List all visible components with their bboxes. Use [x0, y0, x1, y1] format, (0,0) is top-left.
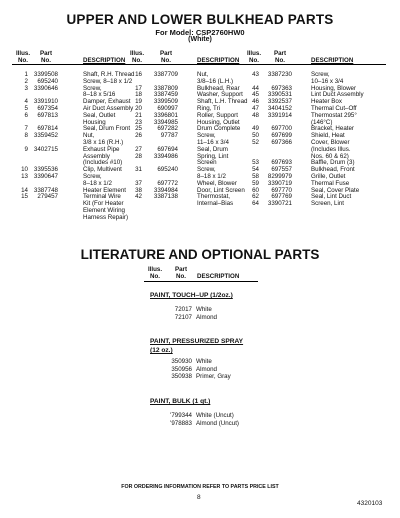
- divider: [144, 281, 258, 282]
- part-number: 3359452: [33, 132, 58, 140]
- part-description: Heater Element: [83, 186, 126, 194]
- illus-number: 14: [21, 186, 28, 194]
- illus-number: 42: [135, 193, 142, 201]
- part-number: 3391914: [267, 111, 292, 119]
- illus-number: 16: [135, 71, 142, 78]
- header-illus-label: Illus.: [15, 50, 31, 57]
- header-description: DESCRIPTION: [197, 57, 240, 64]
- part-description: 10–16 x 3/4: [311, 77, 344, 85]
- illus-number: 43: [252, 71, 259, 78]
- lit-header-illus-no: No.: [150, 273, 160, 280]
- part-description: Lint Duct Assembly: [311, 91, 364, 99]
- illus-number: 5: [24, 105, 28, 112]
- part-description: Wheel, Blower: [197, 179, 237, 187]
- illus-number: 64: [252, 200, 259, 208]
- part-number: 3392537: [267, 98, 292, 106]
- part-description: Screen, Lint: [311, 200, 345, 208]
- part-number: 697363: [271, 84, 292, 92]
- illus-number: 48: [252, 111, 259, 119]
- illus-number: 8: [24, 132, 28, 140]
- part-number: 3391910: [33, 98, 58, 106]
- part-number: 3387138: [153, 193, 178, 201]
- part-description: Thermostat,: [197, 193, 231, 201]
- part-number: 3387230: [267, 71, 292, 78]
- header-illus-label: Illus.: [129, 50, 145, 57]
- lit-header-part-no: No.: [176, 273, 186, 280]
- part-number: 697700: [271, 125, 292, 133]
- part-description: Seal, Drum: [197, 145, 228, 153]
- illus-number: 20: [135, 105, 142, 112]
- part-number: 690997: [157, 105, 178, 112]
- illus-number: 1: [24, 71, 28, 78]
- header-illus-no: No.: [132, 57, 142, 64]
- divider: [243, 64, 386, 65]
- part-description: Damper, Exhaust: [83, 98, 131, 106]
- part-description: Almond: [196, 365, 217, 373]
- part-description: Shield, Heat: [311, 132, 345, 140]
- part-description: Heater Box: [311, 98, 342, 106]
- part-description: (Includes #10): [83, 159, 123, 167]
- part-description: Seal, Drum Front: [83, 125, 131, 133]
- part-description: Element Wiring: [83, 207, 125, 214]
- part-description: 3/8–16 (L.H.): [197, 77, 234, 85]
- part-number: 8299979: [267, 173, 292, 180]
- illus-number: 26: [135, 132, 142, 140]
- part-number: 3394984: [153, 186, 178, 194]
- part-number: 97787: [160, 132, 178, 140]
- part-description: Thermal Cut–Off: [311, 105, 357, 112]
- illus-number: 44: [252, 84, 259, 92]
- illus-number: 37: [135, 179, 142, 187]
- illus-number: 58: [252, 173, 259, 180]
- part-description: Seal, Outlet: [83, 111, 116, 119]
- part-number: 72107: [174, 313, 192, 321]
- illus-number: 27: [135, 145, 142, 153]
- part-description: (Includes Illus.: [311, 145, 351, 153]
- illus-number: 38: [135, 186, 142, 194]
- literature-title: LITERATURE AND OPTIONAL PARTS: [80, 247, 320, 262]
- part-description: Kit (For Heater: [83, 200, 124, 208]
- part-number: '978883: [170, 419, 192, 427]
- part-number: 695240: [37, 77, 58, 85]
- illus-number: 62: [252, 193, 259, 201]
- part-number: 3394985: [153, 118, 178, 126]
- part-description: White: [196, 306, 212, 313]
- part-description: Almond: [196, 313, 217, 321]
- section-heading: (12 oz.): [150, 347, 173, 355]
- header-part-label: Part: [159, 50, 173, 57]
- part-description: Thermal Fuse: [311, 179, 350, 187]
- part-description: Door, Lint Screen: [197, 186, 245, 194]
- part-number: 3387709: [153, 71, 178, 78]
- lit-header-illus-label: Illus.: [147, 266, 163, 273]
- lit-header-part-label: Part: [174, 266, 188, 273]
- part-number: 3404152: [267, 105, 292, 112]
- part-description: Nut,: [83, 132, 95, 140]
- part-description: Cover, Blower: [311, 139, 350, 146]
- part-description: Exhaust Pipe: [83, 145, 120, 153]
- lit-header-description: DESCRIPTION: [197, 273, 240, 280]
- part-description: Nos. 60 & 62): [311, 152, 349, 160]
- part-description: Terminal Wire: [83, 193, 121, 201]
- part-description: Washer, Support: [197, 91, 243, 99]
- divider: [12, 64, 137, 65]
- part-number: 3387809: [153, 84, 178, 92]
- divider: [126, 64, 253, 65]
- part-description: Ring, Tri: [197, 105, 221, 112]
- part-number: 697770: [271, 186, 292, 194]
- section-heading: PAINT, BULK (1 qt.): [150, 398, 211, 405]
- header-description: DESCRIPTION: [311, 57, 354, 64]
- part-number: 697693: [271, 159, 292, 167]
- part-description: Almond (Uncut): [196, 419, 239, 427]
- part-description: Thermostat 295°: [311, 111, 357, 119]
- part-description: Bulkhead, Rear: [197, 84, 240, 92]
- part-number: 3396801: [153, 111, 178, 119]
- illus-number: 53: [252, 159, 259, 167]
- part-number: 697814: [37, 125, 58, 133]
- part-description: Spring, Lint: [197, 152, 229, 160]
- part-description: Nut,: [197, 71, 209, 78]
- header-description: DESCRIPTION: [83, 57, 126, 64]
- illus-number: 7: [24, 125, 28, 133]
- part-number: 3387459: [153, 91, 178, 99]
- part-description: Internal–Bias: [197, 200, 234, 208]
- illus-number: 31: [135, 166, 142, 174]
- part-number: 3394986: [153, 152, 178, 160]
- header-illus-no: No.: [18, 57, 28, 64]
- part-number: 3387748: [33, 186, 58, 194]
- part-description: Air Duct Assembly: [83, 105, 134, 112]
- illus-number: 21: [135, 111, 142, 119]
- illus-number: 52: [252, 139, 259, 146]
- part-description: Assembly: [83, 152, 110, 160]
- part-number: 3390646: [33, 84, 58, 92]
- header-illus-label: Illus.: [246, 50, 262, 57]
- part-number: 697366: [271, 139, 292, 146]
- part-number: 3390721: [267, 200, 292, 208]
- part-description: Roller, Support: [197, 111, 238, 119]
- illus-number: 19: [135, 98, 142, 106]
- part-number: '799344: [170, 412, 192, 419]
- header-illus-no: No.: [249, 57, 259, 64]
- part-description: Seal, Cover Plate: [311, 186, 360, 194]
- part-number: 3390719: [267, 179, 292, 187]
- illus-number: 54: [252, 166, 259, 174]
- part-number: 697769: [271, 193, 292, 201]
- part-description: Screw, 8–18 x 1/2: [83, 77, 133, 85]
- illus-number: 9: [24, 145, 28, 153]
- part-description: Housing, Blower: [311, 84, 357, 92]
- part-number: 350938: [171, 373, 192, 381]
- illus-number: 46: [252, 98, 259, 106]
- part-description: 8–18 x 5/16: [83, 91, 116, 99]
- color-line: (White): [188, 36, 212, 43]
- part-description: 3/8 x 16 (R.H.): [83, 139, 124, 146]
- model-line: For Model: CSP2760HW0: [155, 28, 245, 37]
- header-part-label: Part: [273, 50, 287, 57]
- illus-number: 17: [135, 84, 142, 92]
- illus-number: 60: [252, 186, 259, 194]
- part-description: Clip, Multivent: [83, 166, 122, 174]
- section-heading: PAINT, TOUCH–UP (1/2oz.): [150, 292, 233, 299]
- part-number: 697282: [157, 125, 178, 133]
- illus-number: 2: [24, 77, 28, 85]
- part-description: Harness Repair): [83, 213, 129, 221]
- illus-number: 45: [252, 91, 259, 99]
- part-number: 3402715: [33, 145, 58, 153]
- illus-number: 18: [135, 91, 142, 99]
- illus-number: 6: [24, 111, 28, 119]
- part-number: 3390531: [267, 91, 292, 99]
- part-number: 350956: [171, 365, 192, 373]
- part-description: (146°C): [311, 118, 333, 126]
- part-description: Housing: [83, 118, 106, 126]
- part-number: 697694: [157, 145, 178, 153]
- footer-note: FOR ORDERING INFORMATION REFER TO PARTS PRICE LIST: [121, 484, 279, 490]
- illus-number: 50: [252, 132, 259, 140]
- header-part-label: Part: [39, 50, 53, 57]
- part-description: Shaft, R.H. Thread: [83, 71, 135, 78]
- part-number: 3399508: [33, 71, 58, 78]
- part-number: 72017: [174, 306, 192, 313]
- document-code: 4320103: [357, 500, 383, 507]
- part-number: 3390647: [33, 173, 58, 180]
- part-number: 3399509: [153, 98, 178, 106]
- part-description: Shaft, L.H. Thread: [197, 98, 248, 106]
- part-description: 11–16 x 3/4: [197, 139, 229, 146]
- illus-number: 23: [135, 118, 142, 126]
- part-number: 697354: [37, 105, 58, 112]
- illus-number: 49: [252, 125, 259, 133]
- header-part-no: No.: [275, 57, 285, 64]
- part-description: Seal, Lint Duct: [311, 193, 352, 201]
- illus-number: 47: [252, 105, 259, 112]
- part-number: 697813: [37, 111, 58, 119]
- part-description: Screw,: [197, 132, 216, 140]
- part-description: Screw,: [311, 71, 330, 78]
- part-number: 697699: [271, 132, 292, 140]
- part-number: 279457: [37, 193, 58, 201]
- part-number: 697772: [157, 179, 178, 187]
- illus-number: 10: [21, 166, 28, 174]
- illus-number: 15: [21, 193, 28, 201]
- part-description: Screen: [197, 159, 217, 167]
- illus-number: 25: [135, 125, 142, 133]
- part-number: 697557: [271, 166, 292, 174]
- part-description: 8–18 x 1/2: [197, 173, 226, 180]
- part-description: Screw,: [83, 173, 102, 180]
- part-description: Drum Complete: [197, 125, 241, 133]
- part-description: Housing, Outlet: [197, 118, 240, 126]
- header-part-no: No.: [161, 57, 171, 64]
- illus-number: 59: [252, 179, 259, 187]
- part-description: Screw,: [197, 166, 216, 174]
- illus-number: 28: [135, 152, 142, 160]
- illus-number: 13: [21, 173, 28, 180]
- header-part-no: No.: [41, 57, 51, 64]
- page-title: UPPER AND LOWER BULKHEAD PARTS: [66, 12, 334, 27]
- part-description: Baffle, Drum (3): [311, 159, 355, 167]
- part-number: 3395536: [33, 166, 58, 174]
- part-description: White (Uncut): [196, 412, 234, 419]
- page-number: 8: [197, 494, 201, 501]
- part-description: White: [196, 358, 212, 366]
- part-description: 8–18 x 1/2: [83, 179, 112, 187]
- part-description: Bracket, Heater: [311, 125, 354, 133]
- part-number: 695240: [157, 166, 178, 174]
- part-description: Primer, Gray: [196, 373, 231, 381]
- part-description: Bulkhead, Front: [311, 166, 355, 174]
- illus-number: 3: [24, 84, 28, 92]
- illus-number: 4: [24, 98, 28, 106]
- part-description: Grille, Outlet: [311, 173, 346, 180]
- part-number: 350930: [171, 358, 192, 366]
- section-heading: PAINT, PRESSURIZED SPRAY: [150, 338, 244, 346]
- part-description: Screw,: [83, 84, 102, 92]
